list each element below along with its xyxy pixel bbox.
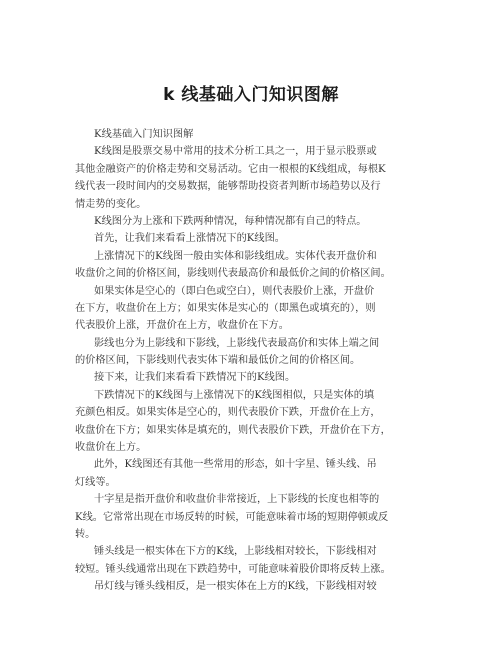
body-line: K线基础入门知识图解 xyxy=(94,129,194,140)
body-line: 充颜色相反。如果实体是空心的，则代表股价下跌，开盘价在上方， xyxy=(75,407,381,419)
body-line: 较短。锤头线通常出现在下跌趋势中，可能意味着股价即将反转上涨。 xyxy=(75,563,391,575)
body-line: 上涨情况下的K线图一般由实体和影线组成。实体代表开盘价和 xyxy=(94,250,377,262)
body-line: 情走势的变化。 xyxy=(75,198,147,210)
body-line: 其他金融资产的价格走势和交易活动。它由一根根的K线组成，每根K xyxy=(75,163,386,175)
document-title: k 线基础入门知识图解 xyxy=(163,85,339,105)
body-line: 收盘价在下方；如果实体是填充的，则代表股价下跌，开盘价在下方， xyxy=(75,424,391,436)
body-line: 吊灯线与锤头线相反，是一根实体在上方的K线，下影线相对较 xyxy=(94,581,377,593)
body-line: K线图分为上涨和下跌两种情况，每种情况都有自己的特点。 xyxy=(94,215,367,227)
body-line: 收盘价之间的价格区间，影线则代表最高价和最低价之间的价格区间。 xyxy=(75,268,391,280)
body-line: 代表股价上涨，开盘价在上方，收盘价在下方。 xyxy=(75,320,289,332)
body-line: 锤头线是一根实体在下方的K线，上影线相对较长，下影线相对 xyxy=(94,546,377,558)
body-line: 影线也分为上影线和下影线，上影线代表最高价和实体上端之间 xyxy=(94,337,380,349)
body-line: K线图是股票交易中常用的技术分析工具之一，用于显示股票或 xyxy=(94,146,377,158)
document-body xyxy=(75,126,435,596)
body-line: 的价格区间，下影线则代表实体下端和最低价之间的价格区间。 xyxy=(75,355,361,367)
body-line: 如果实体是空心的（即白色或空白），则代表股价上涨，开盘价 xyxy=(94,285,375,297)
body-line: 接下来，让我们来看看下跌情况下的K线图。 xyxy=(94,372,296,384)
body-line: 首先，让我们来看看上涨情况下的K线图。 xyxy=(94,233,285,245)
body-line: K线。它常常出现在市场反转的时候，可能意味着市场的短期停顿或反 xyxy=(75,511,389,523)
body-line: 下跌情况下的K线图与上涨情况下的K线图相似，只是实体的填 xyxy=(94,389,375,401)
body-line: 十字星是指开盘价和收盘价非常接近，上下影线的长度也相等的 xyxy=(94,494,380,506)
body-line: 收盘价在上方。 xyxy=(75,442,147,454)
body-line: 线代表一段时间内的交易数据，能够帮助投资者判断市场趋势以及行 xyxy=(75,181,381,193)
body-line: 灯线等。 xyxy=(75,476,116,488)
body-line: 此外，K线图还有其他一些常用的形态，如十字星、锤头线、吊 xyxy=(94,459,377,471)
body-line: 在下方，收盘价在上方；如果实体是实心的（即黑色或填充的），则 xyxy=(75,302,376,314)
body-line: 转。 xyxy=(75,528,96,540)
